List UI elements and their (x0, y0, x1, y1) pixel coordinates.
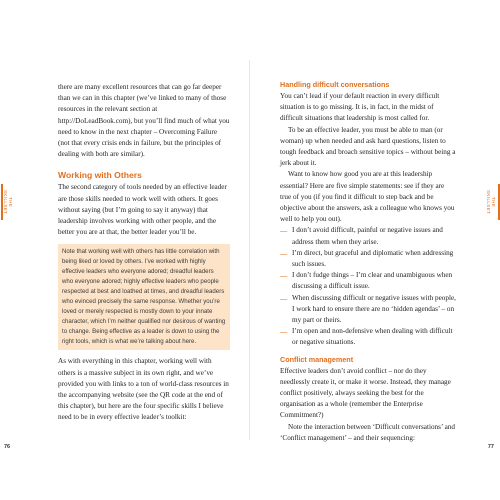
list-item: — I don’t avoid difficult, painful or negative issues and address them when they arise. (280, 226, 443, 246)
list-item: — When discussing difficult or negative issues with people, I work hard to ensure there are no ‘hidden agendas’ – on my part or theirs. (280, 293, 456, 325)
left-page-body (58, 82, 230, 424)
self-check-list (280, 225, 456, 348)
left-page (0, 60, 250, 450)
bullet-dash: — (280, 248, 288, 258)
working-with-others-paragraph: The second category of tools needed by an effective leader are those skills needed to work well with others. It goes without saying (but I’m going to say it anyway) that leadership involves working with other people, and the better you are at that, the better leader you’ll be. (58, 183, 227, 237)
section-heading-conflict-management: Conflict management (280, 354, 354, 364)
difficult-paragraph-2: To be an effective leader, you must be able to man (or woman) up when needed and ask hard questions, listen to tough feedback and broach sensitive topics – without being a jerk about it. (280, 125, 456, 168)
right-page (250, 60, 500, 450)
section-heading-difficult-conversations: Handling difficult conversations (280, 80, 390, 89)
page-number-right: 77 (487, 444, 494, 450)
difficult-paragraph-3: Want to know how good you are at this leadership essential? Here are five simple statements: see if they are true of you (if you find it difficult to step back and be objective about the answers, ask a colleague who knows you well to help you out). (280, 170, 455, 224)
note-callout: Note that working well with others has little correlation with being liked or loved by others. I’ve worked with highly effective leaders who everyone adored; dreadful leaders who everyone adored; highly effective leaders who people respected at best and loathed at times, and dreadful leaders who evinced precisely the same response. Whether you’re loved or merely respected is mostly down to your innate character, which I’m neither qualified nor desirous of wanting to change. Being effective as a leader is down to using the right tools, which is what we’re talking about here. (58, 244, 230, 350)
side-tab-label: THE SKILLSET (3, 189, 13, 215)
bullet-dash: — (280, 293, 288, 303)
page-number-left: 76 (4, 444, 11, 450)
list-item: — I’m direct, but graceful and diplomatic when addressing such issues. (280, 248, 454, 269)
list-item: — I’m open and non-defensive when dealing with difficult or negative situations. (280, 327, 453, 347)
list-item: — I don’t fudge things – I’m clear and unambiguous when discussing a difficult issue. (280, 271, 453, 291)
difficult-paragraph-1: You can’t lead if your default reaction in every difficult situation is to go missing. It is, in fact, in the midst of difficult situations that leadership is most called for. (280, 92, 440, 123)
conflict-paragraph-1: Effective leaders don’t avoid conflict – nor do they needlessly create it, or make it worse. Instead, they manage conflict positively, always seeking the best for the organisation as a whole (remember the Enterprise Commitment?) (280, 366, 451, 420)
bullet-dash: — (280, 226, 288, 236)
intro-paragraph: there are many excellent resources that can go far deeper than we can in this chapter (we’ve linked to many of those resources in the relevant section at http://DoLeadBook.com), but you’ll find much of what you need to know in the next chapter – Overcoming Failure (not that every crisis ends in failure, but the principles of dealing with both are similar). (58, 83, 230, 159)
section-heading-working-with-others: Working with Others (58, 170, 142, 181)
bullet-dash: — (280, 327, 288, 337)
right-page-body (280, 80, 456, 444)
side-tab-right (488, 184, 500, 220)
bullet-dash: — (280, 271, 288, 281)
side-tab-label: THE SKILLSET (486, 189, 496, 215)
conflict-paragraph-2: Note the interaction between ‘Difficult conversations’ and ‘Conflict management’ – and their sequencing: (280, 422, 455, 442)
side-tab-left (1, 184, 13, 220)
toolkit-paragraph: As with everything in this chapter, working well with others is a massive subject in its own right, and we’ve provided you with links to a ton of world-class resources in the accompanying website (see the QR code at the end of this chapter), but here are the four specific skills I believe need to be in every effective leader’s toolkit: (58, 357, 229, 422)
